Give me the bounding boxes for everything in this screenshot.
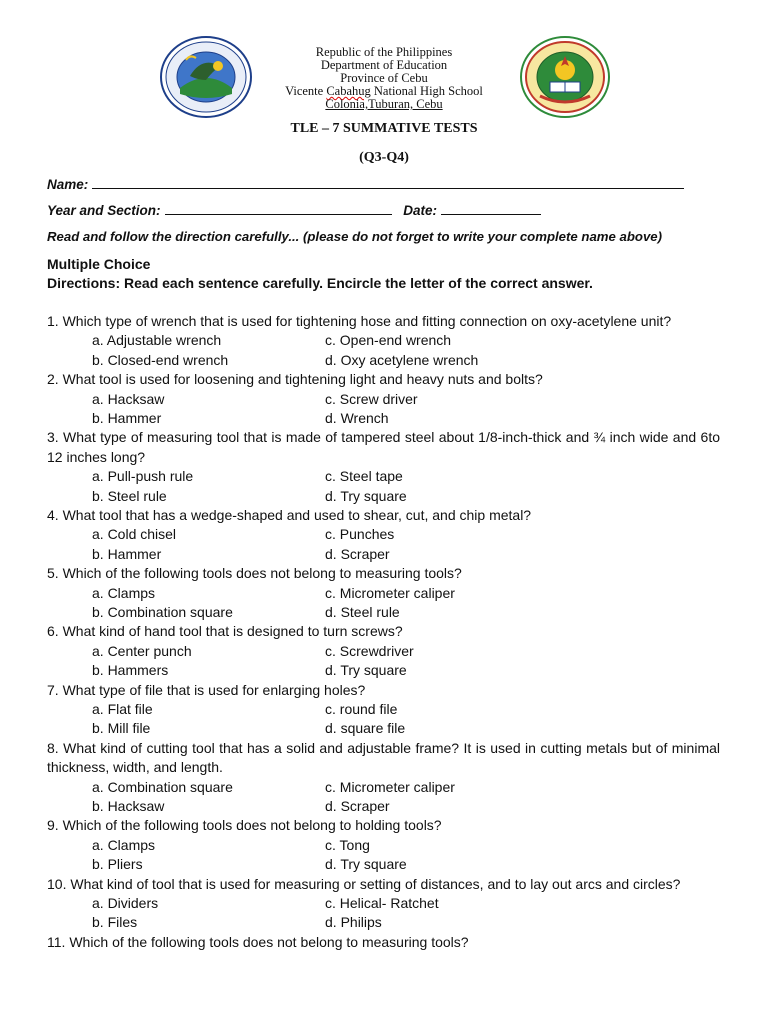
choice-d[interactable]: d. Oxy acetylene wrench <box>325 351 479 368</box>
choice-c[interactable]: c. Helical- Ratchet <box>325 894 439 911</box>
question-6 <box>47 622 720 680</box>
choice-c[interactable]: c. Steel tape <box>325 468 403 485</box>
choice-b[interactable]: b. Mill file <box>92 720 151 737</box>
choice-row <box>47 409 720 428</box>
choice-c[interactable]: c. Screw driver <box>325 390 418 407</box>
agency-block <box>0 46 768 111</box>
choice-c[interactable]: c. Micrometer caliper <box>325 584 455 601</box>
choice-c[interactable]: c. round file <box>325 700 398 717</box>
choice-row <box>47 351 720 370</box>
name-label: Name: <box>47 177 89 192</box>
question-text: 9. Which of the following tools does not belong to holding tools? <box>47 817 442 834</box>
school-address-text: Colonia,Tuburan, Cebu <box>325 97 443 111</box>
choice-c[interactable]: c. Micrometer caliper <box>325 778 455 795</box>
choice-row <box>47 700 720 719</box>
general-instruction: Read and follow the direction carefully... (please do not forget to write your complete name above) <box>47 229 663 244</box>
question-3 <box>47 428 720 506</box>
choice-d[interactable]: d. Try square <box>325 662 407 679</box>
question-text: 1. Which type of wrench that is used for tightening hose and fitting connection on oxy-acetylene unit? <box>47 313 672 329</box>
question-9 <box>47 816 720 874</box>
choice-c[interactable]: c. Screwdriver <box>325 642 414 659</box>
choice-b[interactable]: b. Hacksaw <box>92 797 165 814</box>
choice-d[interactable]: d. Philips <box>325 914 382 931</box>
date-blank-line[interactable] <box>441 202 541 215</box>
test-title: TLE – 7 SUMMATIVE TESTS <box>290 121 478 136</box>
choice-row <box>47 913 720 932</box>
choice-d[interactable]: d. Try square <box>325 487 407 504</box>
choice-a[interactable]: a. Cold chisel <box>92 526 177 543</box>
choice-a[interactable]: a. Dividers <box>92 894 159 911</box>
choice-d[interactable]: d. Wrench <box>325 409 389 426</box>
question-8 <box>47 739 720 817</box>
choice-b[interactable]: b. Hammer <box>92 409 162 426</box>
choice-b[interactable]: b. Files <box>92 914 138 931</box>
year-section-blank-line[interactable] <box>165 202 392 215</box>
year-section-label: Year and Section: <box>47 203 161 218</box>
choice-d[interactable]: d. Try square <box>325 856 407 873</box>
choice-row <box>47 467 720 486</box>
choice-a[interactable]: a. Clamps <box>92 584 156 601</box>
choice-row <box>47 331 720 350</box>
question-text: 4. What tool that has a wedge-shaped and used to shear, cut, and chip metal? <box>47 506 532 523</box>
choice-row <box>47 525 720 544</box>
question-5 <box>47 564 720 622</box>
choice-c[interactable]: c. Punches <box>325 526 395 543</box>
choice-a[interactable]: a. Combination square <box>92 778 233 795</box>
section-directions: Directions: Read each sentence carefully. Encircle the letter of the correct answer. <box>47 275 593 291</box>
question-text: 11. Which of the following tools does not belong to measuring tools? <box>47 933 469 950</box>
choice-row <box>47 894 720 913</box>
question-7 <box>47 681 720 739</box>
agency-line-republic: Republic of the Philippines <box>315 45 453 59</box>
choice-b[interactable]: b. Hammers <box>92 662 169 679</box>
choice-d[interactable]: d. square file <box>325 720 406 737</box>
question-list <box>47 312 720 952</box>
question-1 <box>47 312 720 370</box>
choice-b[interactable]: b. Pliers <box>92 856 143 873</box>
year-section-row <box>47 202 541 218</box>
question-2 <box>47 370 720 428</box>
question-10 <box>47 875 720 933</box>
spellcheck-word: Cabahug <box>326 84 371 98</box>
question-text: 5. Which of the following tools does not belong to measuring tools? <box>47 565 462 582</box>
choice-row <box>47 545 720 564</box>
choice-row <box>47 778 720 797</box>
choice-a[interactable]: a. Flat file <box>92 700 153 717</box>
choice-row <box>47 390 720 409</box>
question-text: 3. What type of measuring tool that is made of tampered steel about 1/8-inch-thick and ¾ inch wide and 6to 12 inches long? <box>47 429 720 465</box>
choice-a[interactable]: a. Clamps <box>92 836 156 853</box>
section-heading: Multiple Choice <box>47 256 151 272</box>
date-label: Date: <box>403 203 438 218</box>
name-blank-line[interactable] <box>92 176 684 189</box>
choice-d[interactable]: d. Scraper <box>325 545 390 562</box>
choice-a[interactable]: a. Pull-push rule <box>92 468 194 485</box>
choice-row <box>47 719 720 738</box>
choice-a[interactable]: a. Center punch <box>92 642 192 659</box>
question-4 <box>47 506 720 564</box>
question-text: 2. What tool is used for loosening and tightening light and heavy nuts and bolts? <box>47 371 543 388</box>
choice-b[interactable]: b. Closed-end wrench <box>92 351 229 368</box>
test-term: (Q3-Q4) <box>359 150 409 165</box>
choice-a[interactable]: a. Hacksaw <box>92 390 165 407</box>
question-text: 10. What kind of tool that is used for measuring or setting of distances, and to lay out arcs and circles? <box>47 875 681 892</box>
question-text: 6. What kind of hand tool that is designed to turn screws? <box>47 623 403 640</box>
choice-row <box>47 603 720 622</box>
agency-line-department: Department of Education <box>320 58 448 72</box>
choice-b[interactable]: b. Steel rule <box>92 487 167 504</box>
school-seal-logo <box>520 36 610 118</box>
question-11 <box>47 933 720 952</box>
agency-line-province: Province of Cebu <box>340 71 428 85</box>
choice-row <box>47 797 720 816</box>
choice-a[interactable]: a. Adjustable wrench <box>92 332 222 349</box>
choice-c[interactable]: c. Open-end wrench <box>325 332 452 349</box>
question-text: 8. What kind of cutting tool that has a solid and adjustable frame? It is used in cutting metals but of minimal thickness, width, and length. <box>47 739 720 776</box>
letterhead <box>0 36 768 118</box>
choice-d[interactable]: d. Scraper <box>325 797 390 814</box>
question-text: 7. What type of file that is used for enlarging holes? <box>47 681 366 698</box>
choice-d[interactable]: d. Steel rule <box>325 603 400 620</box>
choice-row <box>47 661 720 680</box>
choice-row <box>47 584 720 603</box>
choice-row <box>47 487 720 506</box>
choice-row <box>47 642 720 661</box>
school-address <box>0 98 768 111</box>
choice-b[interactable]: b. Hammer <box>92 545 162 562</box>
name-row <box>47 176 684 192</box>
choice-b[interactable]: b. Combination square <box>92 603 233 620</box>
choice-c[interactable]: c. Tong <box>325 836 370 853</box>
school-name-text: Vicente Cabahug National High School <box>285 84 483 98</box>
choice-row <box>47 855 720 874</box>
choice-row <box>47 836 720 855</box>
